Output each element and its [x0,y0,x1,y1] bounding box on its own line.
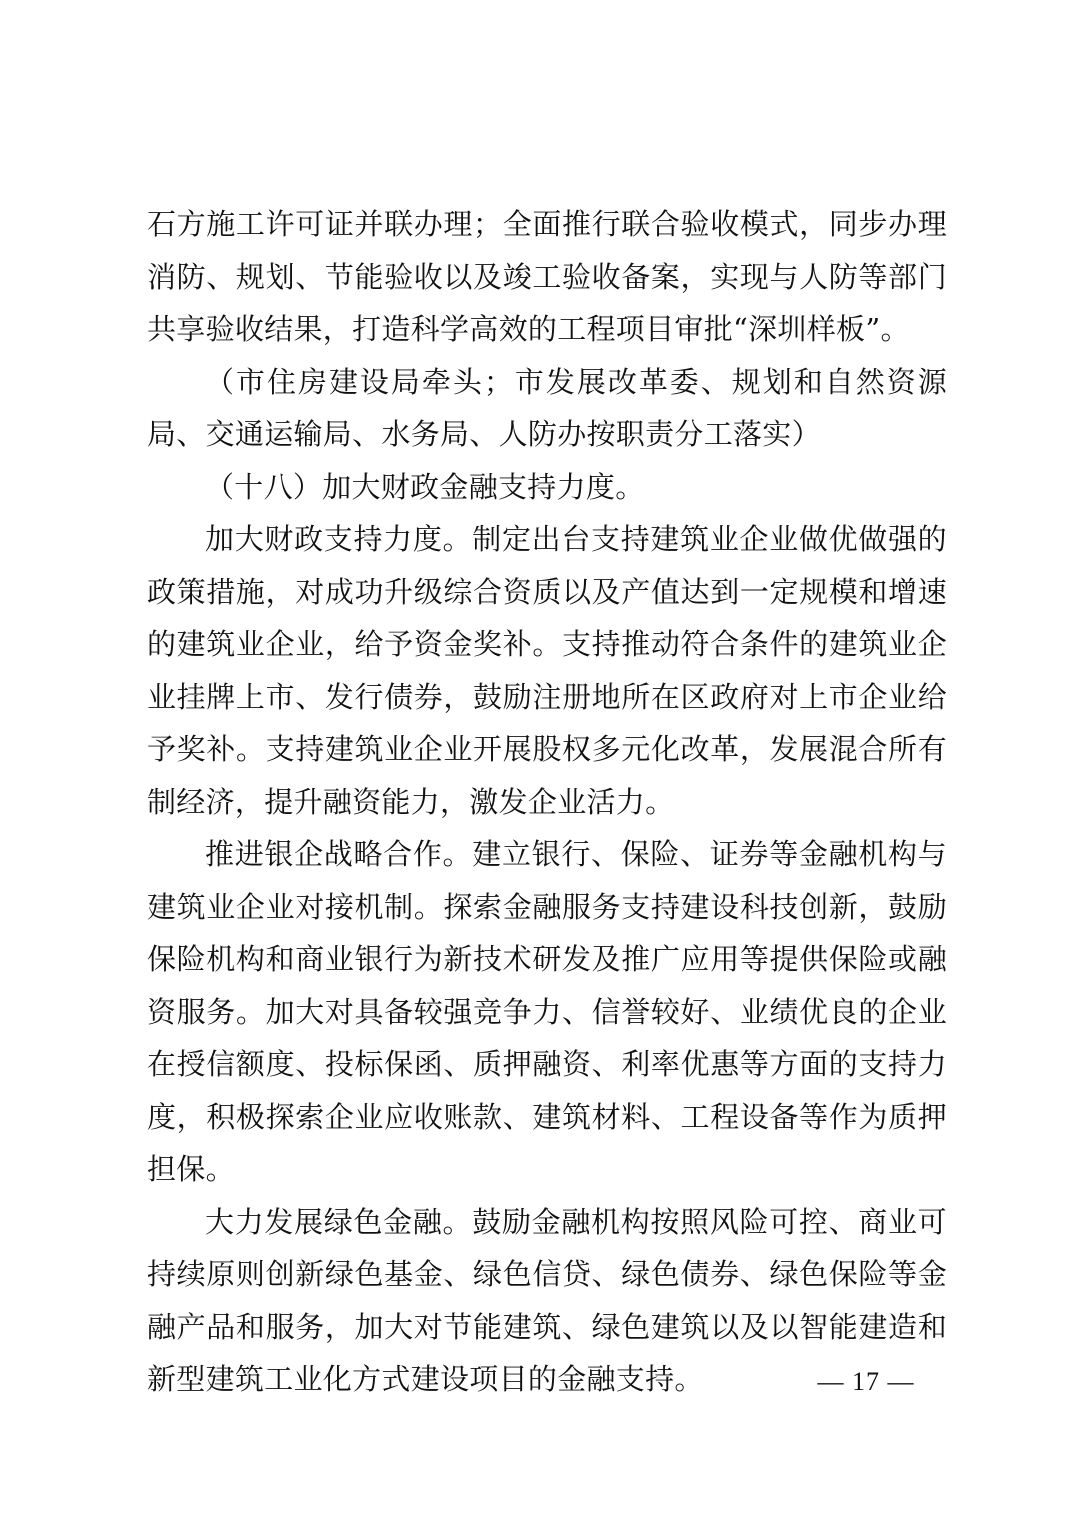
section-heading: （十八）加大财政金融支持力度。 [205,469,645,504]
body-paragraph-continued: 石方施工许可证并联办理；全面推行联合验收模式，同步办理消防、规划、节能验收以及竣工验收备案，实现与人防等部门共享验收结果，打造科学高效的工程项目审批“深圳样板”。 [147,207,947,346]
body-paragraph-financial-support: 加大财政支持力度。制定出台支持建筑业企业做优做强的政策措施，对成功升级综合资质以及产值达到一定规模和增速的建筑业企业，给予资金奖补。支持推动符合条件的建筑业企业挂牌上市、发行债券，鼓励注册地所在区政府对上市企业给予奖补。支持建筑业企业开展股权多元化改革，发展混合所有制经济，提升融资能力，激发企业活力。 [147,522,947,819]
body-paragraph-green-finance: 大力发展绿色金融。鼓励金融机构按照风险可控、商业可持续原则创新绿色基金、绿色信贷、绿色债券、绿色保险等金融产品和服务，加大对节能建筑、绿色建筑以及以智能建造和新型建筑工业化方式建设项目的金融支持。 [147,1204,947,1396]
responsibility-note: （市住房建设局牵头；市发展改革委、规划和自然资源局、交通运输局、水务局、人防办按职责分工落实） [147,364,947,451]
body-paragraph-bank-cooperation: 推进银企战略合作。建立银行、保险、证券等金融机构与建筑业企业对接机制。探索金融服务支持建设科技创新，鼓励保险机构和商业银行为新技术研发及推广应用等提供保险或融资服务。加大对具备较强竞争力、信誉较好、业绩优良的企业在授信额度、投标保函、质押融资、利率优惠等方面的支持力度，积极探索企业应收账款、建筑材料、工程设备等作为质押担保。 [147,837,947,1186]
document-page [147,198,947,1406]
page-number: — 17 — [817,1367,915,1396]
